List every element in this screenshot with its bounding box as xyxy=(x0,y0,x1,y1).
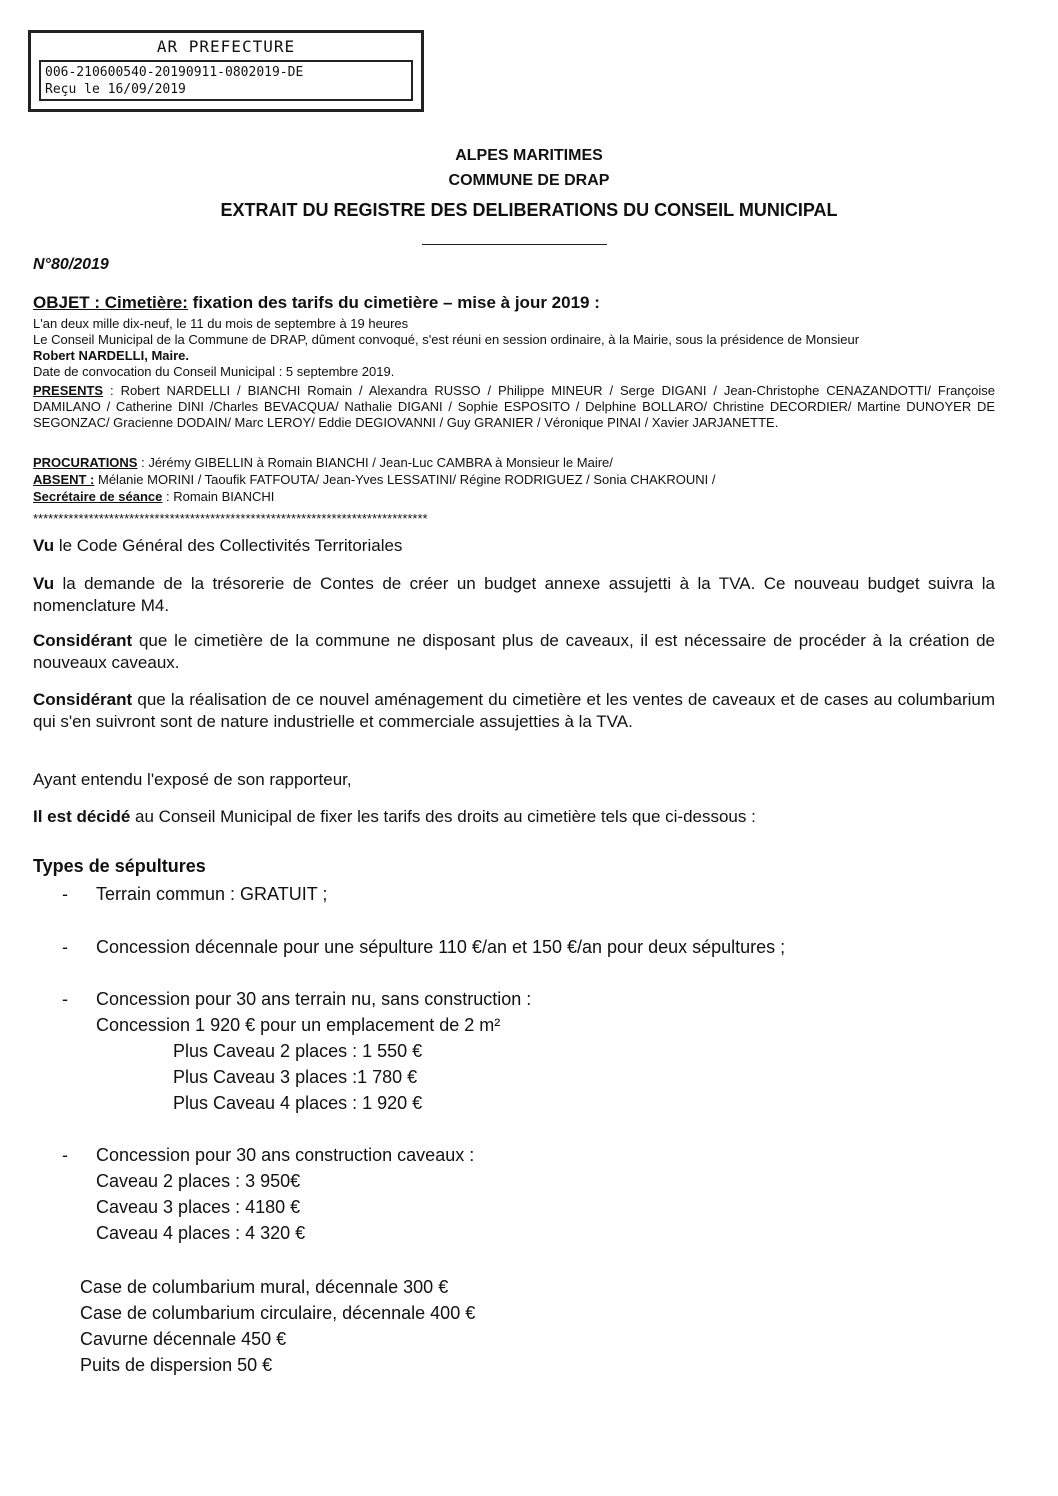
puits-de-dispersion: Puits de dispersion 50 € xyxy=(80,1355,273,1375)
prefecture-stamp xyxy=(28,30,424,112)
caveau-4-places: Caveau 4 places : 4 320 € xyxy=(96,1223,306,1243)
bullet-dash: - xyxy=(62,937,68,957)
presents-block xyxy=(33,383,995,431)
vu-code-paragraph xyxy=(33,535,995,557)
stamp-title: AR PREFECTURE xyxy=(156,37,296,56)
considerant-tva-paragraph xyxy=(33,689,995,733)
procurations-block xyxy=(33,455,995,471)
bullet-dash: - xyxy=(62,989,68,1009)
procurations-label: PROCURATIONS xyxy=(33,455,138,470)
convocation-date: Date de convocation du Conseil Municipal : 5 septembre 2019. xyxy=(33,364,395,379)
cavurne: Cavurne décennale 450 € xyxy=(80,1329,287,1349)
terrain-commun-item: Terrain commun : GRATUIT ; xyxy=(96,884,328,904)
commune-heading: COMMUNE DE DRAP xyxy=(448,172,610,189)
bullet-dash: - xyxy=(62,1145,68,1165)
decision-label: Il est décidé xyxy=(33,807,131,826)
vu-tresorerie-text: la demande de la trésorerie de Contes de créer un budget annexe assujetti à la TVA. Ce nouveau budget suivra la nomenclature M4. xyxy=(33,574,995,615)
stamp-details xyxy=(39,60,413,101)
absent-block xyxy=(33,472,995,488)
heading-divider xyxy=(422,244,607,245)
presents-list: : Robert NARDELLI / BIANCHI Romain / Alexandra RUSSO / Philippe MINEUR / Serge DIGANI / Jean-Christophe CENAZANDOTTI/ Françoise DAMILANO / Catherine DINI /Charles BEVACQUA/ Nathalie DIGANI / Sophie ESPOSITO / Delphine BOLLARO/ Christine DECORDIER/ Martine DUNOYER DE SEGONZAC/ Gracienne DODAIN/ Marc LEROY/ Eddie DEGIOVANNI / Guy GRANIER / Véronique PINAI / Xavier JARJANETTE. xyxy=(33,383,995,430)
concession-decennale-item: Concession décennale pour une sépulture 110 €/an et 150 €/an pour deux sépultures ; xyxy=(96,937,786,957)
meeting-session-line: Le Conseil Municipal de la Commune de DRAP, dûment convoqué, s'est réuni en session ordinaire, à la Mairie, sous la présidence de Monsieur xyxy=(33,332,860,347)
objet-label: OBJET : Cimetière: xyxy=(33,293,188,312)
meeting-president: Robert NARDELLI, Maire. xyxy=(33,348,190,363)
considerant-caveaux-paragraph xyxy=(33,630,995,674)
secretaire-block xyxy=(33,489,995,505)
caveau-3-places: Caveau 3 places : 4180 € xyxy=(96,1197,301,1217)
meeting-date-line: L'an deux mille dix-neuf, le 11 du mois de septembre à 19 heures xyxy=(33,316,409,331)
secretaire-label: Secrétaire de séance xyxy=(33,489,163,504)
procurations-list: : Jérémy GIBELLIN à Romain BIANCHI / Jean-Luc CAMBRA à Monsieur le Maire/ xyxy=(137,455,613,470)
vu-code-text: le Code Général des Collectivités Territoriales xyxy=(54,536,403,555)
deliberation-number: N°80/2019 xyxy=(33,256,109,273)
bullet-dash: - xyxy=(62,884,68,904)
presents-label: PRESENTS xyxy=(33,383,104,398)
caveau-2-places: Caveau 2 places : 3 950€ xyxy=(96,1171,301,1191)
stamp-received-date: Reçu le 16/09/2019 xyxy=(45,82,186,97)
considerant-label: Considérant xyxy=(33,631,133,650)
register-heading: EXTRAIT DU REGISTRE DES DELIBERATIONS DU CONSEIL MUNICIPAL xyxy=(220,200,838,220)
types-heading: Types de sépultures xyxy=(33,856,206,876)
objet-text: fixation des tarifs du cimetière – mise à jour 2019 : xyxy=(187,293,600,312)
columbarium-mural: Case de columbarium mural, décennale 300 € xyxy=(80,1277,449,1297)
ayant-entendu: Ayant entendu l'exposé de son rapporteur, xyxy=(33,770,352,789)
considerant-label: Considérant xyxy=(33,690,133,709)
objet-line xyxy=(33,293,600,313)
decision-text: au Conseil Municipal de fixer les tarifs des droits au cimetière tels que ci-dessous : xyxy=(130,807,756,826)
department-heading: ALPES MARITIMES xyxy=(455,147,603,164)
concession-construction-item: Concession pour 30 ans construction caveaux : xyxy=(96,1145,475,1165)
decision-paragraph xyxy=(33,806,995,828)
concession-terrain-nu-item: Concession pour 30 ans terrain nu, sans construction : xyxy=(96,989,532,1009)
vu-label: Vu xyxy=(33,574,55,593)
considerant-tva-text: que la réalisation de ce nouvel aménagement du cimetière et les ventes de caveaux et de cases au columbarium qui s'en suivront sont de nature industrielle et commerciale assujetties à la TVA. xyxy=(33,690,995,731)
secretaire-name: : Romain BIANCHI xyxy=(162,489,275,504)
plus-caveau-2-places: Plus Caveau 2 places : 1 550 € xyxy=(173,1041,423,1061)
columbarium-circulaire: Case de columbarium circulaire, décennale 400 € xyxy=(80,1303,476,1323)
separator-stars: ****************************************************************************** xyxy=(33,511,428,526)
concession-emplacement: Concession 1 920 € pour un emplacement de 2 m² xyxy=(96,1015,501,1035)
considerant-caveaux-text: que le cimetière de la commune ne disposant plus de caveaux, il est nécessaire de procéder à la création de nouveaux caveaux. xyxy=(33,631,995,672)
absent-list: Mélanie MORINI / Taoufik FATFOUTA/ Jean-Yves LESSATINI/ Régine RODRIGUEZ / Sonia CHAKROUNI / xyxy=(94,472,716,487)
vu-tresorerie-paragraph xyxy=(33,573,995,617)
plus-caveau-4-places: Plus Caveau 4 places : 1 920 € xyxy=(173,1093,423,1113)
stamp-reference: 006-210600540-20190911-0802019-DE xyxy=(45,65,304,80)
plus-caveau-3-places: Plus Caveau 3 places :1 780 € xyxy=(173,1067,418,1087)
absent-label: ABSENT : xyxy=(33,472,95,487)
vu-label: Vu xyxy=(33,536,55,555)
